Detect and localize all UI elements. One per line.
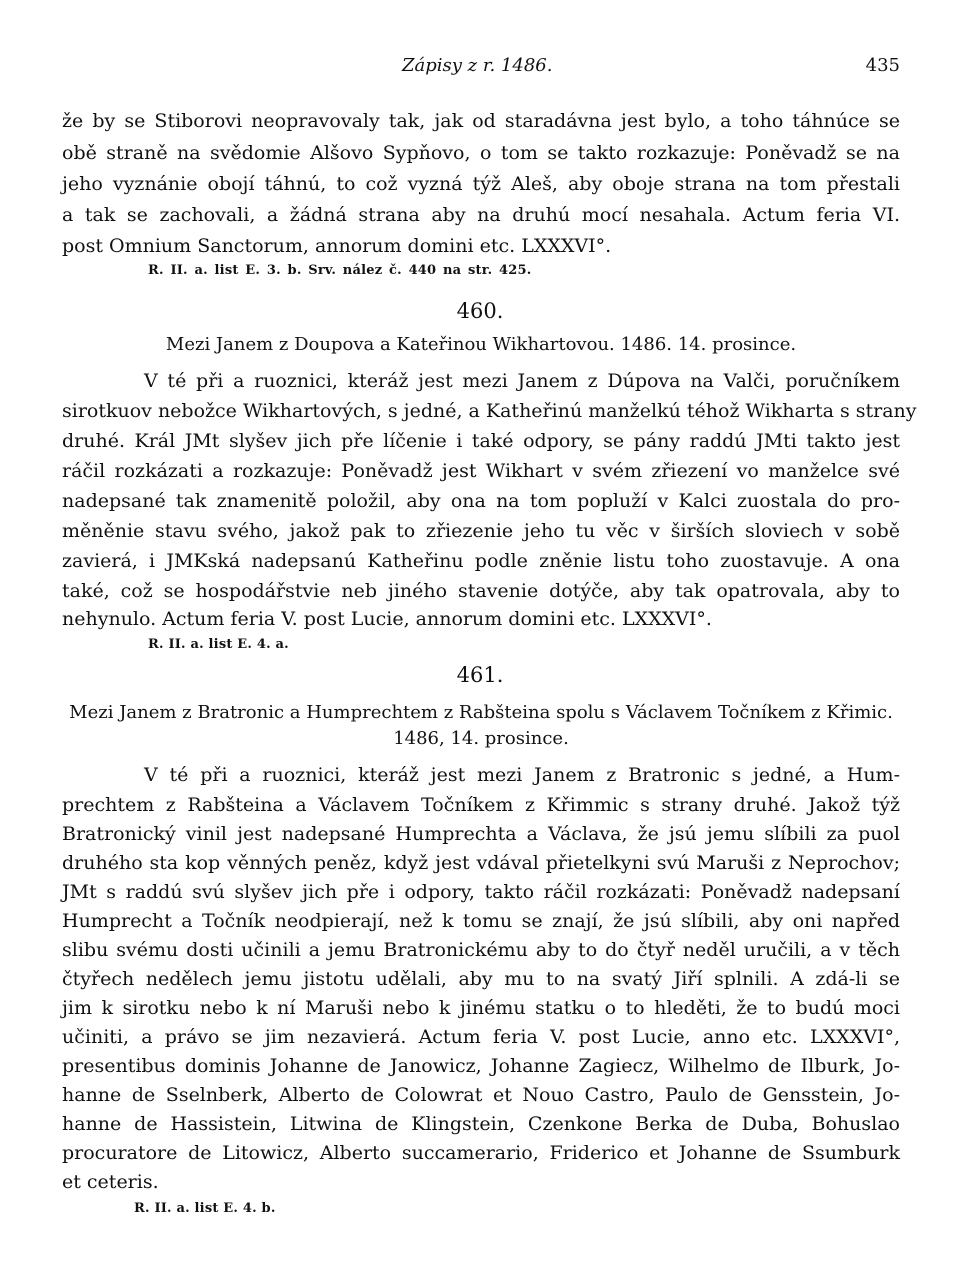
text-line: Bratronický vinil jest nadepsané Humprechta a Václava, že jsú jemu slíbili za puol	[62, 823, 900, 845]
source-note: R. II. a. list E. 4. a.	[148, 637, 289, 652]
text-line: a tak se zachovali, a žádná strana aby na druhú mocí nesahala. Actum feria VI.	[62, 204, 900, 226]
text-line: sirotkuov nebožce Wikhartových, s jedné, a Katheřinú manželkú téhož Wikharta s strany	[62, 400, 917, 422]
text-line: slibu svému dosti učinili a jemu Bratronickému aby to do čtyř neděl uručili, a v těch	[62, 939, 900, 961]
text-line: nadepsané tak znamenitě položil, aby ona na tom popluží v Kalci zuostala do pro-	[62, 490, 900, 512]
text-line: jeho vyznánie obojí táhnú, to což vyzná týž Aleš, aby oboje strana na tom přestali	[62, 173, 900, 195]
text-line: hanne de Sselnberk, Alberto de Colowrat et Nouo Castro, Paulo de Gensstein, Jo-	[62, 1084, 900, 1106]
running-head	[62, 55, 900, 85]
text-line: nehynulo. Actum feria V. post Lucie, annorum domini etc. LXXXVI°.	[62, 608, 712, 630]
running-title: Zápisy z r. 1486.	[402, 55, 553, 76]
text-line: post Omnium Sanctorum, annorum domini etc. LXXXVI°.	[62, 235, 612, 257]
text-line: druhého sta kop věnných peněz, když jest vdával přietelkyni svú Maruši z Neprochov;	[62, 852, 900, 874]
text-line: obě straně na svědomie Alšovo Sypňovo, o tom se takto rozkazuje: Poněvadž se na	[62, 142, 900, 164]
text-line: JMt s raddú svú slyšev jich pře i odpory, takto ráčil rozkázati: Poněvadž nadepsaní	[62, 881, 900, 903]
text-line: měněnie stavu svého, jakož pak to zřiezenie jeho tu věc v širších sloviech v sobě	[62, 520, 900, 542]
text-line: hanne de Hassistein, Litwina de Klingstein, Czenkone Berka de Duba, Bohuslao	[62, 1113, 900, 1135]
entry-heading-date: 1486, 14. prosince.	[393, 728, 569, 749]
text-line: druhé. Král JMt slyšev jich pře líčenie i také odpory, se pány raddú JMti takto jest	[62, 430, 900, 452]
text-line: et ceteris.	[62, 1171, 159, 1193]
page-number: 435	[865, 55, 900, 76]
entry-number: 461.	[456, 663, 504, 687]
text-line: presentibus dominis Johanne de Janowicz, Johanne Zagiecz, Wilhelmo de Ilburk, Jo-	[62, 1055, 900, 1077]
text-line: prechtem z Rabšteina a Václavem Točníkem z Křimmic s strany druhé. Jakož týž	[62, 794, 900, 816]
text-line: také, což se hospodářstvie neb jiného stavenie dotýče, aby tak opatrovala, aby to	[62, 580, 900, 602]
text-line: že by se Stiborovi neopravovaly tak, jak od staradávna jest bylo, a toho táhnúce se	[62, 110, 900, 132]
text-line: procuratore de Litowicz, Alberto succamerario, Friderico et Johanne de Ssumburk	[62, 1142, 900, 1164]
text-line: V té při a ruoznici, kteráž jest mezi Janem z Dúpova na Valči, poručníkem	[144, 370, 900, 392]
source-note: R. II. a. list E. 4. b.	[134, 1201, 276, 1216]
text-line: učiniti, a právo se jim nezavierá. Actum feria V. post Lucie, anno etc. LXXXVI°,	[62, 1026, 900, 1048]
entry-heading: Mezi Janem z Doupova a Kateřinou Wikhartovou. 1486. 14. prosince.	[165, 334, 797, 355]
text-line: V té při a ruoznici, kteráž jest mezi Janem z Bratronic s jedné, a Hum-	[144, 764, 900, 786]
text-line: Humprecht a Točník neodpierají, než k tomu se znají, že jsú slíbili, aby oni napřed	[62, 910, 900, 932]
text-line: zavierá, i JMKská nadepsanú Katheřinu podle zněnie listu toho zuostavuje. A ona	[62, 550, 900, 572]
text-line: ráčil rozkázati a rozkazuje: Poněvadž jest Wikhart v svém zřiezení vo manželce své	[62, 460, 900, 482]
entry-number: 460.	[456, 299, 504, 323]
entry-heading: Mezi Janem z Bratronic a Humprechtem z Rabšteina spolu s Václavem Točníkem z Křimic.	[69, 702, 893, 723]
source-note: R. II. a. list E. 3. b. Srv. nález č. 440 na str. 425.	[148, 263, 532, 278]
text-line: jim k sirotku nebo k ní Maruši nebo k jinému statku o to hleděti, že to budú moci	[62, 997, 900, 1019]
text-line: čtyřech nedělech jemu jistotu udělali, aby mu to na svatý Jiří splnili. A zdá-li se	[62, 968, 900, 990]
